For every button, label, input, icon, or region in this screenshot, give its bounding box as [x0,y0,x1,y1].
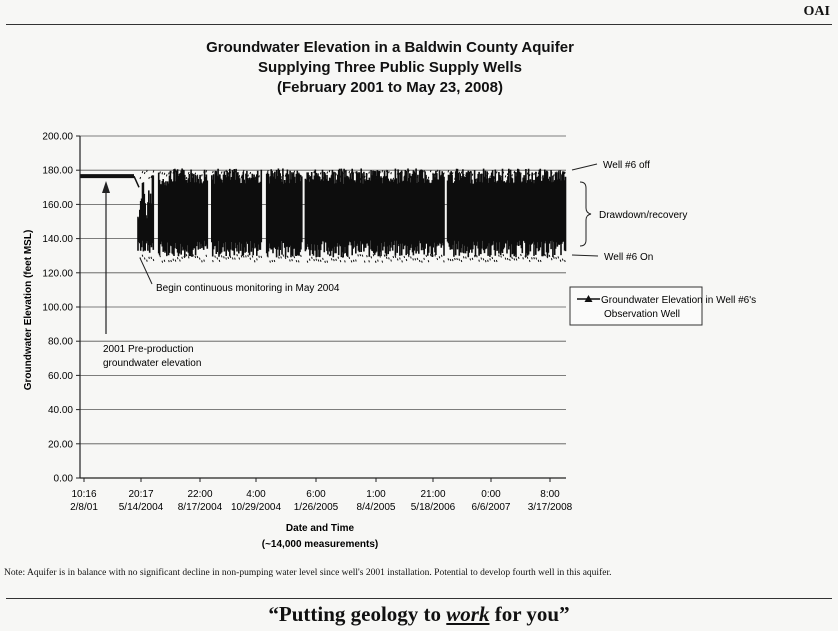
legend [570,287,756,325]
annotation-drawdown-text: Drawdown/recovery [599,210,688,221]
y-tick-label: 120.00 [42,268,73,280]
chart-title-line-1: Groundwater Elevation in a Baldwin County Aquifer [206,39,574,56]
annotation-drawdown [580,182,687,246]
annotation-well-on-text: Well #6 On [604,252,654,263]
x-tick-time: 21:00 [420,489,446,500]
x-tick-date: 1/26/2005 [293,502,339,513]
x-tick-time: 6:00 [306,489,326,500]
x-tick-time: 1:00 [366,489,386,500]
series-transition [134,176,139,187]
x-tick-date: 3/17/2008 [527,502,573,513]
x-tick-time: 4:00 [246,489,266,500]
annotation-well-off-text: Well #6 off [603,160,650,171]
slogan-end: for you” [489,602,570,626]
y-tick-label: 100.00 [42,302,73,314]
slogan [0,602,838,627]
legend-label-line-1: Groundwater Elevation in Well #6's [601,295,757,306]
y-tick-labels [42,132,73,485]
x-tick-date: 5/18/2006 [410,502,456,513]
chart-title-line-3: (February 2001 to May 23, 2008) [277,79,503,96]
annotation-well-on [572,252,653,263]
x-axis-sublabel: (~14,000 measurements) [261,539,379,550]
x-tick-time: 10:16 [71,489,97,500]
data-series-layer [80,169,566,263]
x-tick-date: 8/4/2005 [356,502,396,513]
x-tick-time: 22:00 [187,489,213,500]
x-tick-date: 8/17/2004 [177,502,223,513]
y-tick-label: 140.00 [42,234,73,246]
x-tick-date: 5/14/2004 [118,502,164,513]
y-tick-label: 160.00 [42,199,73,211]
x-axis-label: Date and Time [285,523,355,534]
x-tick-time: 20:17 [128,489,154,500]
y-tick-label: 20.00 [47,439,73,451]
y-tick-label: 60.00 [47,370,73,382]
annotation-preproduction-line-1: 2001 Pre-production [103,344,194,355]
annotation-well-off [572,160,650,171]
drawdown-recovery-series [138,169,566,258]
x-tick-time: 8:00 [540,489,560,500]
bottom-rule [6,598,832,599]
slogan-emphasis: work [446,602,490,626]
y-tick-label: 80.00 [47,336,73,348]
y-tick-label: 180.00 [42,165,73,177]
corner-label: OAI [803,4,830,19]
y-tick-label: 0.00 [53,473,73,485]
annotation-begin-monitoring-text: Begin continuous monitoring in May 2004 [156,283,340,294]
x-tick-time: 0:00 [481,489,501,500]
x-tick-date: 10/29/2004 [230,502,282,513]
y-tick-label: 40.00 [47,405,73,417]
x-tick-labels [70,478,573,513]
slogan-start: “Putting geology to [268,602,447,626]
footnote: Note: Aquifer is in balance with no significant decline in non-pumping water level since well's 2001 installation. Potential to develop fourth well in this aquifer. [4,568,612,578]
chart-title-line-2: Supplying Three Public Supply Wells [258,59,522,76]
annotation-begin-monitoring [140,258,340,294]
x-tick-date: 6/6/2007 [471,502,511,513]
y-tick-label: 200.00 [42,131,73,143]
x-tick-date: 2/8/01 [70,502,98,513]
legend-label-line-2: Observation Well [604,309,680,320]
annotation-preproduction-line-2: groundwater elevation [103,358,202,369]
y-axis-label: Groundwater Elevation (feet MSL) [23,229,34,391]
